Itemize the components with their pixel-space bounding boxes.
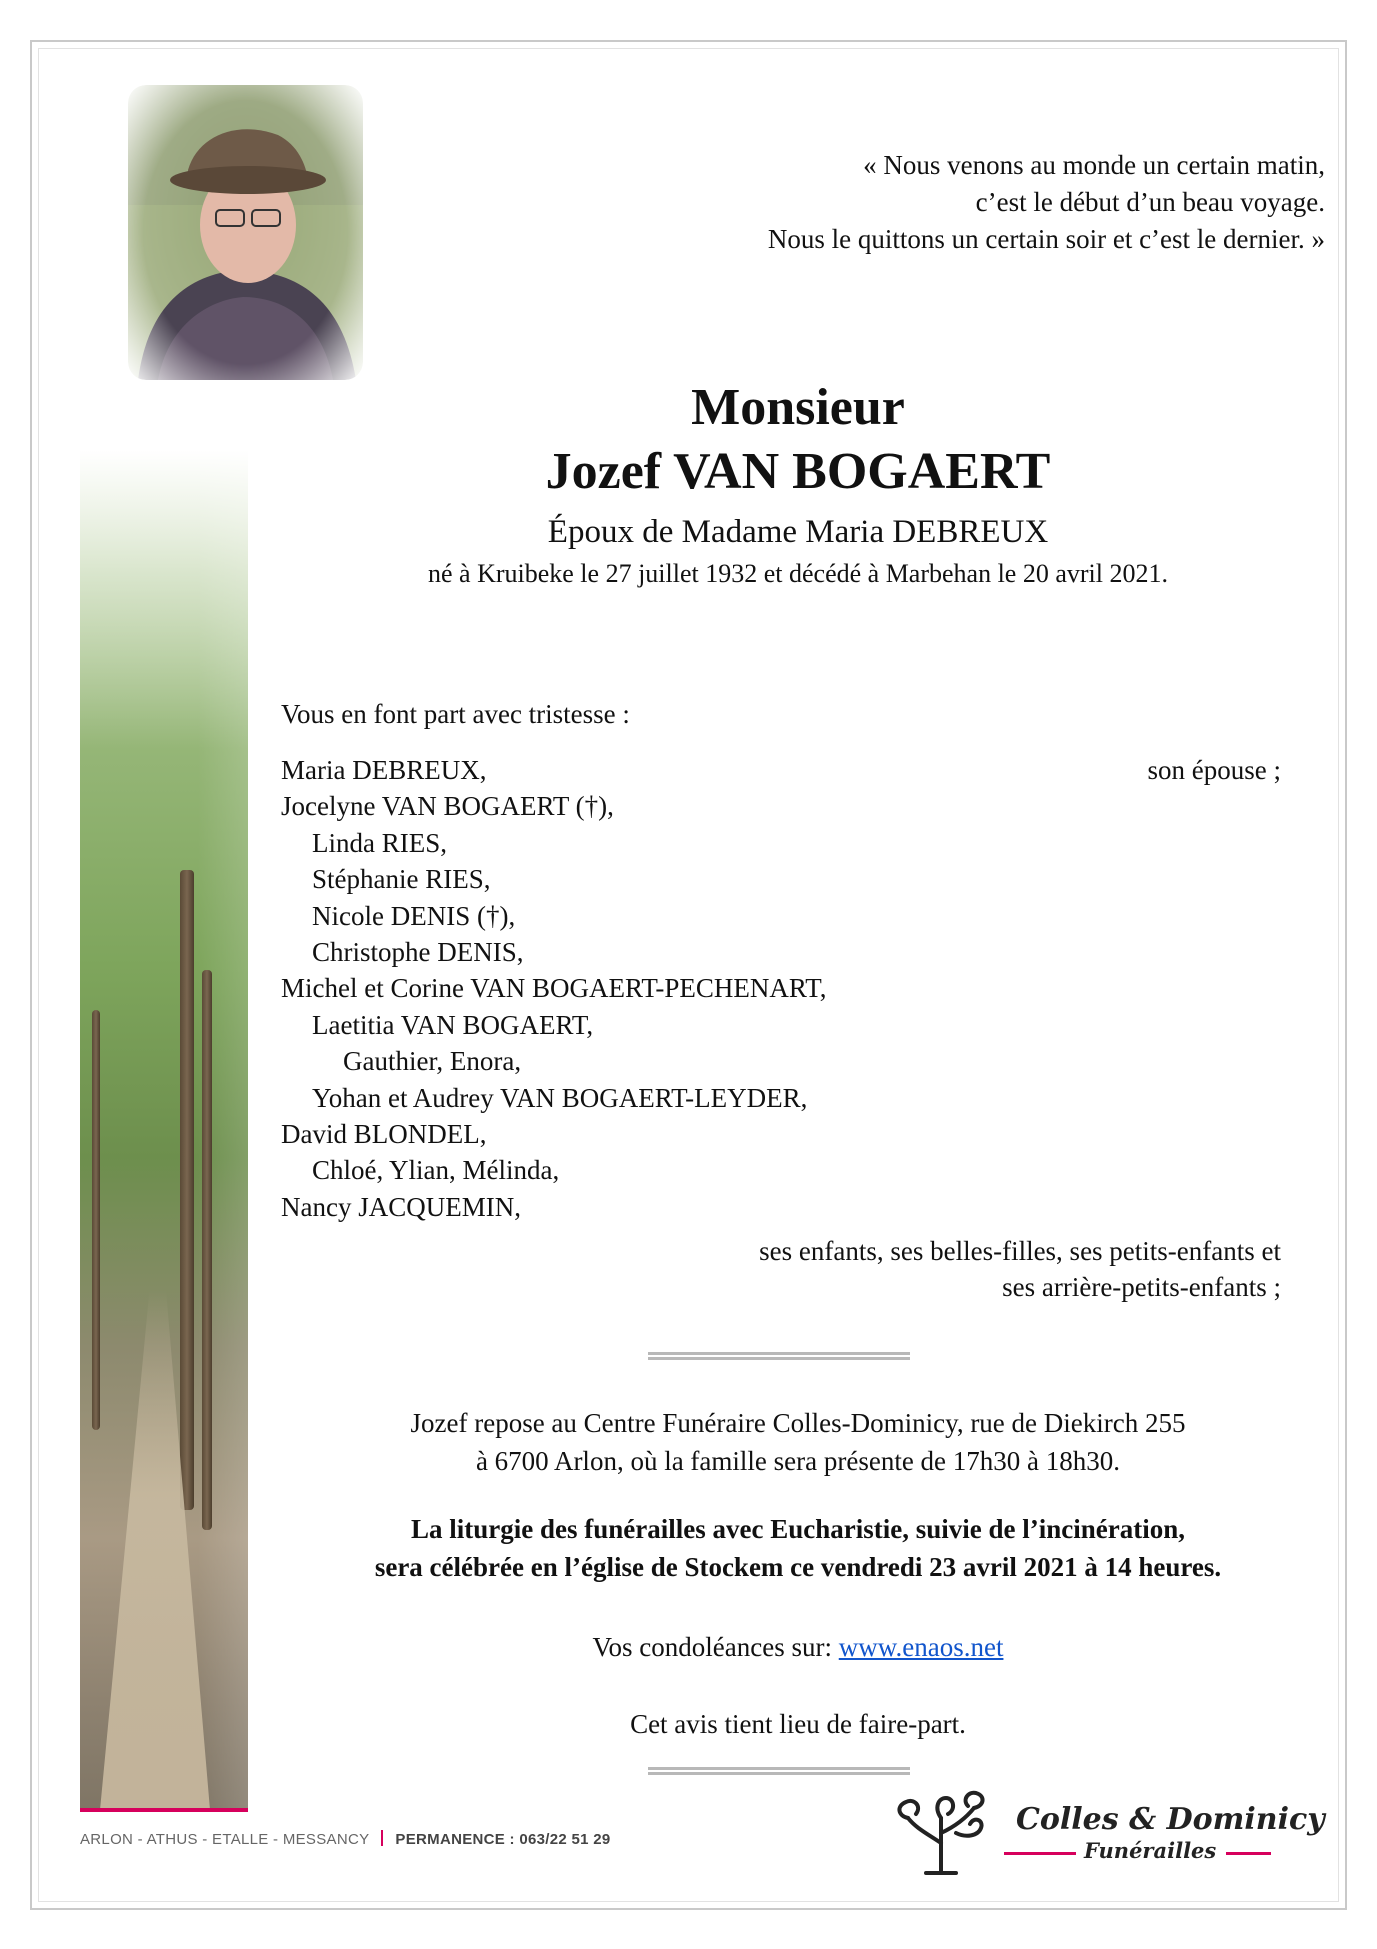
- liturgy-line: sera célébrée en l’église de Stockem ce vendredi 23 avril 2021 à 14 heures.: [374, 1552, 1222, 1582]
- deceased-name: Jozef VAN BOGAERT: [545, 443, 1051, 500]
- birth-death-line: né à Kruibeke le 27 juillet 1932 et décédé à Marbehan le 20 avril 2021.: [427, 559, 1168, 588]
- condolences-link[interactable]: www.enaos.net: [838, 1632, 1004, 1662]
- company-subtitle: Funérailles: [1084, 1838, 1217, 1863]
- separator: [648, 1352, 910, 1360]
- footer-divider: [381, 1830, 383, 1846]
- portrait-photo: [128, 85, 363, 380]
- family-member-row: [281, 1007, 1281, 1043]
- repose-line: Jozef repose au Centre Funéraire Colles-Dominicy, rue de Diekirch 255: [410, 1408, 1186, 1438]
- family-closing: [481, 1233, 1281, 1305]
- footer-contact: [80, 1830, 611, 1848]
- condolences-line: [248, 1628, 1348, 1666]
- closing-line: ses enfants, ses belles-filles, ses petits-enfants et: [759, 1236, 1281, 1266]
- family-member-row: [281, 1152, 1281, 1188]
- family-member-name: Christophe DENIS,: [312, 936, 524, 967]
- family-intro: Vous en font part avec tristesse :: [281, 699, 630, 729]
- family-member-name: Linda RIES,: [312, 827, 447, 858]
- separator: [648, 1767, 910, 1775]
- family-member-name: Yohan et Audrey VAN BOGAERT-LEYDER,: [312, 1082, 808, 1113]
- family-member-name: Chloé, Ylian, Mélinda,: [312, 1155, 560, 1186]
- family-member-row: [281, 752, 1281, 788]
- repose-line: à 6700 Arlon, où la famille sera présente de 17h30 à 18h30.: [475, 1446, 1121, 1476]
- spouse-line: Époux de Madame Maria DEBREUX: [547, 514, 1049, 550]
- family-member-row: [281, 934, 1281, 970]
- portrait-illustration: [128, 85, 363, 380]
- repose-info: [248, 1404, 1348, 1480]
- footer-locations: ARLON - ATHUS - ETALLE - MESSANCY: [80, 1831, 370, 1848]
- liturgy-info: [248, 1510, 1348, 1586]
- family-member-name: Michel et Corine VAN BOGAERT-PECHENART,: [281, 973, 827, 1004]
- company-name: Colles & Dominicy: [1016, 1802, 1325, 1837]
- family-member-name: Laetitia VAN BOGAERT,: [312, 1009, 594, 1040]
- family-member-row: [281, 898, 1281, 934]
- condolences-label: Vos condoléances sur:: [592, 1632, 832, 1662]
- family-member-name: Nancy JACQUEMIN,: [281, 1191, 521, 1222]
- family-member-relation: son épouse ;: [1147, 755, 1281, 785]
- liturgy-line: La liturgie des funérailles avec Eucharistie, suivie de l’incinération,: [411, 1514, 1185, 1544]
- family-member-name: Nicole DENIS (†),: [312, 900, 516, 931]
- footer-permanence: PERMANENCE : 063/22 51 29: [395, 1831, 611, 1848]
- accent-bar: [80, 1808, 248, 1812]
- forest-path-image: [80, 450, 248, 1810]
- quote-line: Nous le quittons un certain soir et c’est le dernier. »: [767, 224, 1325, 254]
- closing-line: ses arrière-petits-enfants ;: [1002, 1272, 1281, 1302]
- family-member-name: Gauthier, Enora,: [343, 1046, 522, 1077]
- quote-line: c’est le début d’un beau voyage.: [975, 187, 1325, 217]
- family-member-name: Maria DEBREUX,: [281, 755, 487, 785]
- family-member-row: [281, 861, 1281, 897]
- logo-accent-line: [1004, 1852, 1076, 1855]
- quote: [425, 147, 1325, 258]
- family-member-row: [281, 1043, 1281, 1079]
- family-member-row: [281, 825, 1281, 861]
- logo-accent-line: [1226, 1852, 1271, 1855]
- family-member-row: [281, 1116, 1281, 1152]
- notice-line: Cet avis tient lieu de faire-part.: [630, 1709, 966, 1739]
- family-member-row: [281, 1189, 1281, 1225]
- tree-icon: [886, 1788, 996, 1878]
- family-member-row: [281, 1080, 1281, 1116]
- family-member-name: Jocelyne VAN BOGAERT (†),: [281, 791, 614, 822]
- quote-line: « Nous venons au monde un certain matin,: [863, 150, 1325, 180]
- family-list: [281, 752, 1281, 1225]
- family-member-row: [281, 788, 1281, 824]
- family-member-name: David BLONDEL,: [281, 1118, 487, 1149]
- company-logo: [886, 1788, 1325, 1878]
- salutation: Monsieur: [691, 379, 905, 436]
- family-member-name: Stéphanie RIES,: [312, 864, 491, 895]
- family-member-row: [281, 970, 1281, 1006]
